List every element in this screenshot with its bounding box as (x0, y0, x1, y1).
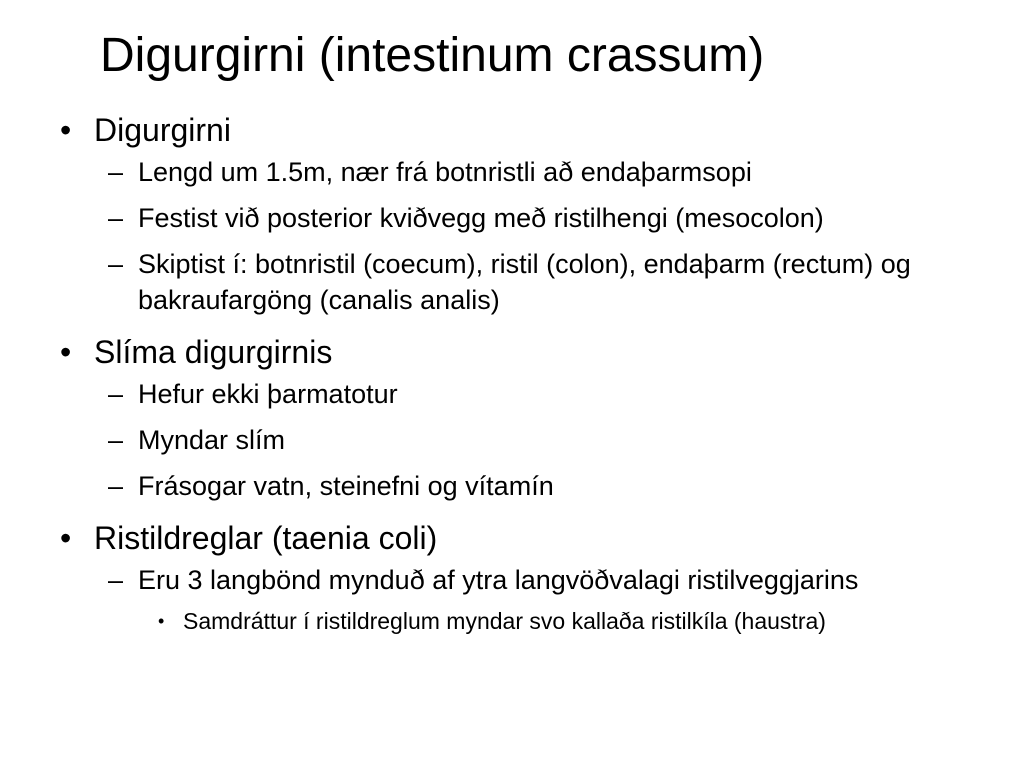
sub-bullet-text: Festist við posterior kviðvegg með ristilhengi (mesocolon) (138, 203, 824, 233)
sub-bullet-text: Lengd um 1.5m, nær frá botnristli að endaþarmsopi (138, 157, 752, 187)
bullet-text: Slíma digurgirnis (94, 334, 333, 370)
bullet-item (60, 106, 980, 154)
bullet-marker: • (60, 334, 72, 370)
sub-sub-bullet-item (60, 606, 980, 636)
bullet-item (60, 328, 980, 376)
dash-marker: – (108, 471, 124, 501)
dash-marker: – (108, 157, 124, 187)
sub-bullet-item (60, 154, 980, 190)
sub-bullet-text: Myndar slím (138, 425, 286, 455)
slide-title: Digurgirni (intestinum crassum) (100, 29, 765, 82)
sub-bullet-text: Frásogar vatn, steinefni og vítamín (138, 471, 554, 501)
sub-bullet-text: Eru 3 langbönd mynduð af ytra langvöðvalagi ristilveggjarins (138, 565, 859, 595)
dash-marker: – (108, 425, 124, 455)
bullet-list (60, 106, 980, 646)
dash-marker: – (108, 379, 124, 409)
sub-bullet-item (60, 422, 980, 458)
sub-bullet-text: Hefur ekki þarmatotur (138, 379, 398, 409)
sub-bullet-text: Skiptist í: botnristil (coecum), ristil (colon), endaþarm (rectum) og bakraufargöng (canalis analis) (138, 249, 911, 315)
bullet-text: Digurgirni (94, 112, 231, 148)
sub-bullet-item (60, 468, 980, 504)
bullet-text: Ristildreglar (taenia coli) (94, 520, 438, 556)
bullet-marker: • (60, 520, 72, 556)
sub-bullet-item (60, 562, 980, 636)
bullet-marker: • (60, 112, 72, 148)
dash-marker: – (108, 249, 124, 279)
sub-bullet-item (60, 246, 980, 318)
dash-marker: – (108, 565, 124, 595)
dash-marker: – (108, 203, 124, 233)
small-bullet-marker: • (158, 611, 165, 631)
sub-sub-bullet-text: Samdráttur í ristildreglum myndar svo kallaða ristilkíla (haustra) (183, 608, 826, 634)
sub-bullet-item (60, 200, 980, 236)
sub-bullet-item (60, 376, 980, 412)
bullet-item (60, 514, 980, 562)
